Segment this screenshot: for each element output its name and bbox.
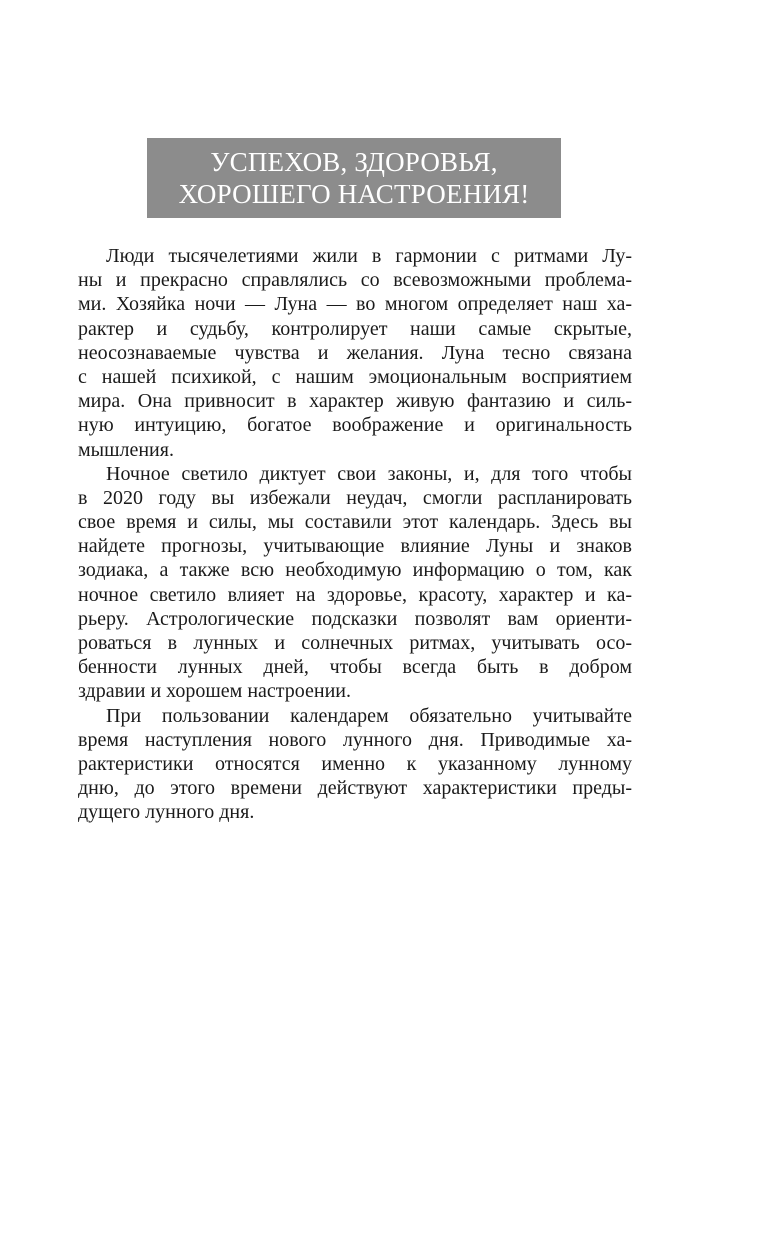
- text-line: Ночное светило диктует свои законы, и, для того чтобы: [106, 462, 632, 485]
- text-line: дню, до этого времени действуют характеристики преды-: [78, 777, 632, 800]
- text-line: в 2020 году вы избежали неудач, смогли распланировать: [78, 486, 632, 509]
- text-line: мира. Она привносит в характер живую фантазию и силь-: [78, 390, 632, 413]
- text-line: дущего лунного дня.: [78, 801, 255, 824]
- text-line: ми. Хозяйка ночи — Луна — во многом определяет наш ха-: [78, 293, 632, 316]
- text-line: ночное светило влияет на здоровье, красоту, характер и ка-: [78, 583, 632, 606]
- text-line: ны и прекрасно справлялись со всевозможными проблема-: [78, 269, 632, 292]
- text-line: с нашей психикой, с нашим эмоциональным восприятием: [78, 365, 632, 388]
- text-line: рактер и судьбу, контролирует наши самые скрытые,: [78, 317, 632, 340]
- text-line: Люди тысячелетиями жили в гармонии с ритмами Лу-: [106, 245, 632, 267]
- text-line: рьеру. Астрологические подсказки позволят вам ориенти-: [78, 607, 632, 630]
- text-line: При пользовании календарем обязательно учитывайте: [106, 704, 632, 727]
- text-line: время наступления нового лунного дня. Приводимые ха-: [78, 728, 632, 751]
- body-text: [78, 244, 632, 825]
- text-line: ную интуицию, богатое воображение и оригинальность: [78, 414, 632, 437]
- title-line-2: ХОРОШЕГО НАСТРОЕНИЯ!: [178, 179, 530, 209]
- title-line-1: УСПЕХОВ, ЗДОРОВЬЯ,: [210, 147, 498, 177]
- paragraph-3: [78, 704, 632, 825]
- text-line: роваться в лунных и солнечных ритмах, учитывать осо-: [78, 632, 632, 654]
- text-line: неосознаваемые чувства и желания. Луна тесно связана: [78, 341, 632, 364]
- text-line: мышления.: [78, 438, 174, 461]
- text-line: здравии и хорошем настроении.: [78, 680, 351, 703]
- text-line: бенности лунных дней, чтобы всегда быть в добром: [78, 656, 632, 679]
- title-banner: [147, 138, 561, 218]
- text-line: найдете прогнозы, учитывающие влияние Луны и знаков: [78, 535, 632, 558]
- text-line: свое время и силы, мы составили этот календарь. Здесь вы: [78, 511, 632, 534]
- text-line: рактеристики относятся именно к указанному лунному: [78, 752, 632, 775]
- text-line: зодиака, а также всю необходимую информацию о том, как: [78, 559, 632, 582]
- paragraph-2: [78, 462, 632, 704]
- paragraph-1: [78, 244, 632, 462]
